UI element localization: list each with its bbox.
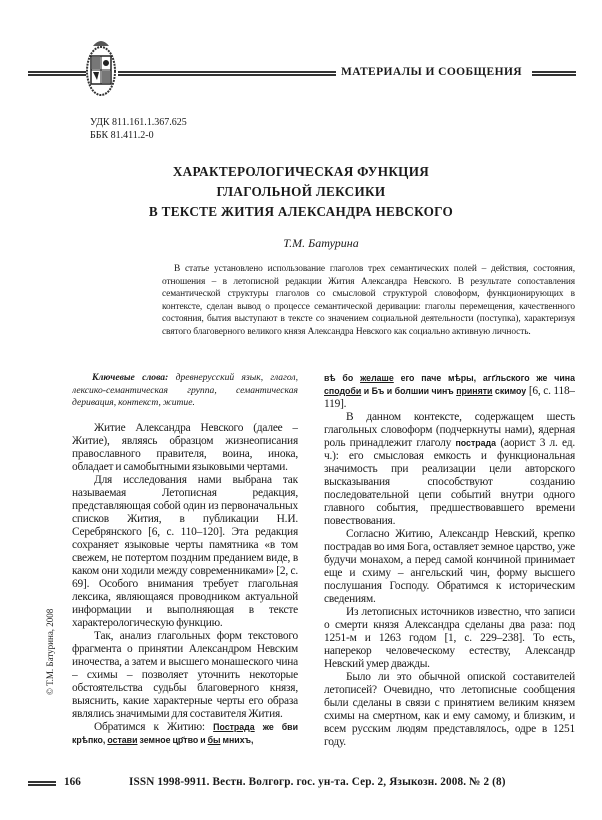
article-title-line-1: ХАРАКТЕРОЛОГИЧЕСКАЯ ФУНКЦИЯ [172, 164, 430, 179]
right-column [324, 372, 575, 749]
article-title-line-3: В ТЕКСТЕ ЖИТИЯ АЛЕКСАНДРА НЕВСКОГО [148, 204, 454, 219]
page-number: 166 [64, 776, 81, 788]
header-rule-middle [118, 71, 336, 76]
paragraph: Так, анализ глагольных форм текстового фрагмента о принятии Александром Невским иночества, а затем и высшего монашеского чина – схимы – позволяет уточнить некоторые обстоятельства судьбы благоверного князя, выяснить, какие характерные черты его образа являлись значимыми для составителя Жития. [72, 629, 298, 720]
quote-verb: Пострада [213, 721, 255, 732]
bbk-code: ББК 81.411.2-0 [90, 130, 154, 141]
quote-text: земное цр҃тво и [137, 734, 208, 745]
header-rule-left [28, 71, 86, 76]
quote-text: же бви крѣпко, [72, 721, 298, 745]
paragraph: Житие Александра Невского (далее – Житие), являясь образцом жизнеописания православного правителя, воина, инока, обладает и самобытными языковыми чертами. [72, 421, 298, 473]
journal-citation: ISSN 1998-9911. Вестн. Волгогр. гос. ун-та. Сер. 2, Языкозн. 2008. № 2 (8) [129, 776, 506, 788]
quote-verb: бы [207, 734, 221, 745]
paragraph-text: (аорист 3 л. ед. ч.): его смысловая емкость и функциональная значимость при реализации цели авторского высказывания способствуют созданию последовательной цепи событий внутри одного главного события, предшествовавшего времени повествования. [324, 437, 575, 527]
footer-rule [28, 781, 56, 786]
quote-text: и Бъ и болшии чинъ [361, 386, 457, 396]
quote-continuation [324, 372, 575, 411]
paragraph [324, 411, 575, 528]
quote-verb: остави [107, 734, 138, 745]
quote-text: его паче мѣры, агг҃льского же чина [393, 373, 575, 383]
quote-verb: желаше [360, 373, 394, 383]
paragraph: Согласно Житию, Александр Невский, крепко пострадав во имя Бога, оставляет земное царство, уже будучи монахом, а перед самой кончиной принимает еще и схиму – ангельский чин, форму высшего послушания Господу. Обратимся к историческим сведениям. [324, 528, 575, 605]
keywords-label: Ключевые слова: [92, 372, 169, 383]
quote-text: вѣ бо [324, 373, 361, 383]
citation-reference: [6, с. 118–119]. [324, 385, 575, 410]
article-title-line-2: ГЛАГОЛЬНОЙ ЛЕКСИКИ [216, 184, 386, 199]
abstract: В статье установлено использование глаголов трех семантических полей – действия, состояния, отношения – в летописной редакции Жития Александра Невского. В результате сопоставления семантической структуры глаголов со смысловой структурой словоформ, функционирующих в контексте, сделан вывод о процессе семантической деривации: глаголы перемещения, качественного состояния, бытия выступают в тексте со значением социальной деятельности (поступка), характеризуя святого благоверного великого князя Александра Невского как социально активную личность. [162, 264, 575, 337]
paragraph: Для исследования нами выбрана так называемая Летописная редакция, представляющая собой один из первоначальных списков Жития, в публикации Н.И. Серебрянского [6, с. 110–120]. Эта редакция сохраняет языковые черты памятника «в том свежем, не потертом поздним преданием виде, в каком они ходили между современниками» [2, с. 69]. Особого внимания требует глагольная лексика, являющаяся проводником актуальной информации и выполняющая в тексте характерологическую функцию. [72, 473, 298, 629]
author-name: Т.М. Батурина [283, 236, 359, 250]
quote-text: мнихъ, [220, 734, 254, 745]
header-rule-right [532, 71, 576, 76]
copyright-notice: © Т.М. Батурина, 2008 [45, 608, 55, 695]
quote-text: скимоу [492, 386, 527, 396]
paragraph-text: В данном контексте, содержащем шесть глагольных словоформ (подчеркнуты нами), ядерная роль принадлежит глаголу [324, 411, 575, 449]
left-column [72, 372, 298, 747]
udk-code: УДК 811.161.1.367.625 [90, 117, 187, 128]
keywords-text: древнерусский язык, глагол, лексико-семантическая группа, семантическая деривация, контекст, житие. [72, 372, 298, 409]
quote-verb: приняти [456, 386, 493, 396]
paragraph-quote-start [72, 721, 298, 747]
university-emblem-logo [84, 36, 118, 98]
section-title: МАТЕРИАЛЫ И СООБЩЕНИЯ [341, 66, 523, 78]
paragraph: Было ли это обычной опиской составителей летописей? Очевидно, что летописные сообщения были сделаны в связи с принятием великим князем схимы на смертном, как и ему самому, и близким, и всем русским людям представлялось, одре в 1251 году. [324, 671, 575, 748]
old-russian-term: пострада [455, 438, 496, 448]
quote-verb: сподоби [324, 386, 362, 396]
quote-intro: Обратимся к Житию: [94, 720, 214, 733]
keywords [72, 372, 298, 410]
paragraph: Из летописных источников известно, что записи о смерти князя Александра сделаны два раза: под 1251-м и 1263 годом [1, с. 229–238]. То есть, наперекор человеческому естеству, Александр Невский умер дважды. [324, 606, 575, 670]
